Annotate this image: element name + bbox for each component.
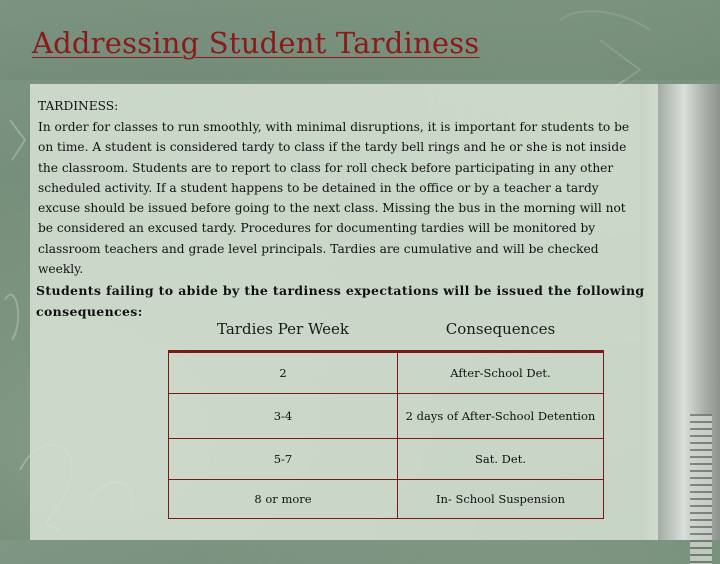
policy-line: In order for classes to run smoothly, with minimal disruptions, it is important for students to be xyxy=(38,120,630,134)
title-bar xyxy=(0,0,720,80)
tardies-cell: 5-7 xyxy=(169,439,398,480)
policy-line: scheduled activity. If a student happens to be detained in the office or by a teacher a tardy xyxy=(38,180,599,195)
table-header-row xyxy=(169,308,604,352)
tardies-cell: 3-4 xyxy=(169,394,398,439)
section-heading: TARDINESS: xyxy=(38,99,119,113)
page-title: Addressing Student Tardiness xyxy=(32,26,480,60)
consequence-cell: Sat. Det. xyxy=(398,439,604,480)
policy-line: excuse should be issued before going to the next class. Missing the bus in the morning will not xyxy=(38,201,626,216)
tardies-cell: 8 or more xyxy=(169,480,398,519)
consequence-intro-line: Students failing to abide by the tardiness expectations will be issued the following xyxy=(36,283,645,298)
policy-line: classroom teachers and grade level principals. Tardies are cumulative and will be checked xyxy=(38,241,599,256)
policy-line: on time. A student is considered tardy to class if the tardy bell rings and he or she is not inside xyxy=(38,140,627,155)
policy-line: the classroom. Students are to report to class for roll check before participating in any other xyxy=(38,160,614,175)
header-consequences: Consequences xyxy=(398,308,604,352)
locker-vents xyxy=(690,414,712,564)
policy-line: weekly. xyxy=(38,262,84,277)
consequence-cell: In- School Suspension xyxy=(398,480,604,519)
tardiness-policy-text xyxy=(38,117,660,279)
table-row xyxy=(169,394,604,439)
consequence-cell: After-School Det. xyxy=(398,352,604,394)
table-row xyxy=(169,480,604,519)
header-tardies-per-week: Tardies Per Week xyxy=(169,308,398,352)
table-row xyxy=(169,439,604,480)
tardy-consequences-table xyxy=(168,308,604,519)
tardies-cell: 2 xyxy=(169,352,398,394)
consequence-cell: 2 days of After-School Detention xyxy=(398,394,604,439)
table-row xyxy=(169,352,604,394)
policy-line: be considered an excused tardy. Procedures for documenting tardies will be monitored by xyxy=(38,221,596,236)
consequence-intro-line: consequences: xyxy=(36,304,143,319)
